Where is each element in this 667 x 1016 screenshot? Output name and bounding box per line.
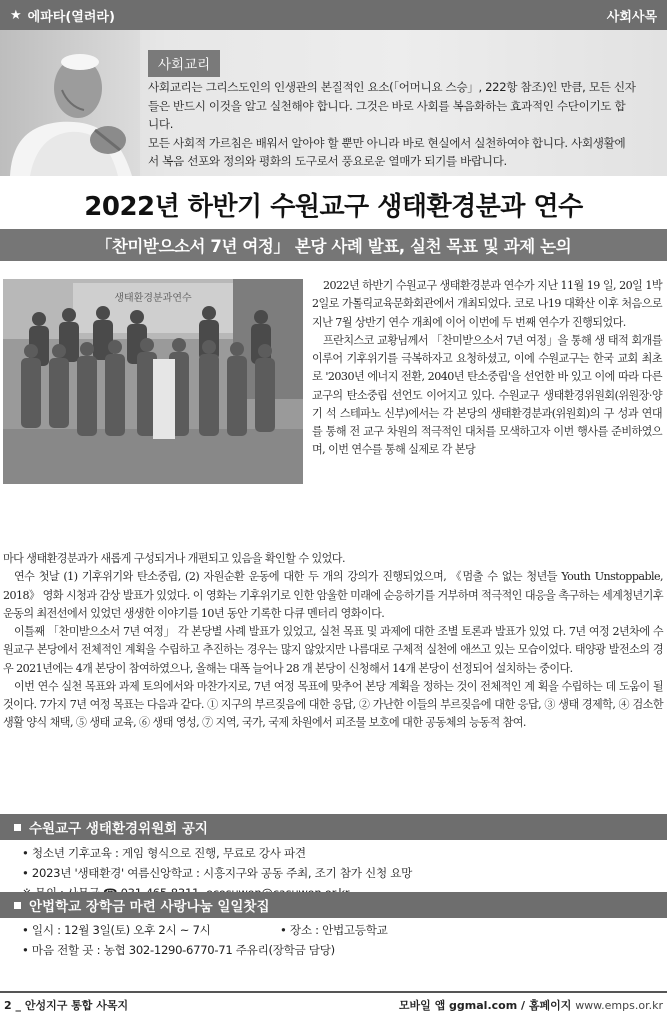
hero-line: 사회교리는 그리스도인의 인생관의 본질적인 요소(「어머니요 스승」, 222항 참조)인 만큼, 모든 신자	[148, 80, 636, 94]
event-date: • 일시 : 12월 3일(토) 오후 2시 ~ 7시	[22, 923, 211, 937]
hero-line: 서 복음 선포와 정의와 평화의 도구로서 풍요로운 열매가 되기를 바랍니다.	[148, 154, 507, 168]
paragraph-goals: 이번 연수 실천 목표와 과제 토의에서와 마찬가지로, 7년 여정 목표에 맞추어 본당 계획을 정하는 것이 전체적인 계 획을 수립하는 데 도움이 될 것이다. 7가지 7년 여정 목표는 다음과 같다. ① 지구의 부르짖음에 대한 응답, ② 가난한 이들의 부르짖음에 대한 응답, ③ 생태 경제학, ④ 검소한 생활 양식 채택, ⑤ 생태 교육, ⑥ 생태 영성, ⑦ 지역, 국가, 국제 차원에서 피조물 보호에 대한 공동체의 능동적 참여.	[3, 679, 663, 730]
hero-line: 모든 사회적 가르침은 배워서 알아야 할 뿐만 아니라 바로 현실에서 실천하여야 합니다. 사회생활에	[148, 135, 626, 150]
paragraph-continuation: 마다 생태환경분과가 새롭게 구성되거나 개편되고 있음을 확인할 수 있었다.	[3, 552, 345, 565]
footer-page-label: 2 _ 안성지구 통합 사목지	[4, 999, 129, 1012]
footer-app-label: 모바일 앱 ggmal.com / 홈페이지	[398, 999, 572, 1012]
paragraph-intro: 2022년 하반기 수원교구 생태환경분과 연수가 지난 11월 19 일, 20일 1박 2일로 가톨릭교육문화회관에서 개최되었다. 코로 나19 대확산 이후 처음으로 지난 7월 상반기 연수 개최에 이어 이번에 두 번째 연수가 진행되었다.	[312, 279, 662, 329]
notice-ecology-committee-header	[0, 814, 667, 840]
notice-title: 수원교구 생태환경위원회 공지	[29, 821, 208, 837]
social-teaching-tag: 사회교리	[148, 50, 220, 77]
square-bullet-icon	[14, 902, 21, 909]
article-body-right-column	[312, 277, 662, 460]
notice-title: 안법학교 장학금 마련 사랑나눔 일일찻집	[29, 899, 270, 915]
event-place: • 장소 : 안법고등학교	[280, 923, 388, 937]
photo-banner-text: 생태환경분과연수	[114, 293, 192, 304]
hero-line: 들은 반드시 이것을 알고 실천해야 합니다. 그것은 바로 사회를 복음화하는 효과적인 수단이기도 합	[148, 98, 626, 113]
notice-item: • 청소년 기후교육 : 게임 형식으로 진행, 무료로 강사 파견	[22, 846, 306, 860]
group-photo	[3, 279, 303, 484]
article-body-full-width	[3, 550, 663, 733]
hero-line: 니다.	[148, 117, 174, 131]
notice-tea-house-header	[0, 892, 667, 918]
article-subhead: 「찬미받으소서 7년 여정」 본당 사례 발표, 실천 목표 및 과제 논의	[0, 229, 667, 261]
notice-item: • 2023년 '생태환경' 여름신앙학교 : 시흥지구와 공동 주최, 조기 참가 신청 요망	[22, 866, 413, 880]
social-teaching-text	[148, 78, 656, 171]
paragraph-day-two: 이틀째 「찬미받으소서 7년 여정」 각 본당별 사례 발표가 있었고, 실천 목표 및 과제에 대한 조별 토론과 발표가 있었 다. 7년 여정 2년차에 수원교구 본당에서 전체적인 계획을 수립하고 추진하는 경우는 많지 않았지만 나름대로 구체적 실천에 애쓰고 있는 모습이었다. 태양광 발전소의 경우 2021년에는 4개 본당이 참여하였으나, 올해는 대폭 늘어나 28 개 본당이 신청해서 14개 본당이 선정되어 설치하는 중이다.	[3, 625, 663, 675]
square-bullet-icon	[14, 824, 21, 831]
section-right-label: 사회사목	[606, 9, 657, 25]
section-left-label: 에파타(열려라)	[27, 9, 115, 25]
article-headline: 2022년 하반기 수원교구 생태환경분과 연수	[84, 192, 583, 222]
paragraph-day-one: 연수 첫날 (1) 기후위기와 탄소중립, (2) 자원순환 운동에 대한 두 개의 강의가 진행되었으며, 《멈출 수 없는 청년들 Youth Unstoppable, 2018》 영화 시청과 감상 발표가 있었다. 이 영화는 기후위기로 인한 암울한 미래에 순응하기를 거부하며 적극적인 대응을 촉구하는 세계청년기후운동의 최전선에서 있었던 생생한 이야기를 10년 동안 기록한 다큐 멘터리 영화이다.	[3, 570, 664, 620]
star-icon: ★	[10, 7, 22, 23]
notice-tea-house-body	[22, 920, 642, 960]
footer-divider	[0, 991, 667, 993]
social-teaching-banner	[0, 30, 667, 176]
paragraph-background: 프란치스코 교황님께서 「찬미받으소서 7년 여정」을 통해 생 태적 회개를 이루어 기후위기를 극복하자고 요청하셨고, 이에 수원교구는 한국 교회 최초로 '2030년 에너지 전환, 2040년 탄소중립'을 선언한 바 있고 이에 따라 다른 교구의 탄소중립 선언도 이어지고 있다. 수원교구 생태환경위원회(위원장·양기 석 스테파노 신부)에서는 각 본당의 생태환경분과(위원회)의 구 성과 연대를 통해 전 교구 차원의 적극적인 대처를 모색하고자 이번 행사를 준비하였으며, 이번 연수를 통해 실제로 각 본당	[312, 333, 663, 457]
footer-site-link[interactable]: www.emps.or.kr	[575, 999, 663, 1012]
page-footer	[0, 995, 667, 1015]
donation-account: • 마음 전할 곳 : 농협 302-1290-6770-71 주유리(장학금 담당)	[22, 943, 335, 957]
pope-praying-image	[0, 30, 140, 176]
section-header-bar	[0, 0, 667, 30]
